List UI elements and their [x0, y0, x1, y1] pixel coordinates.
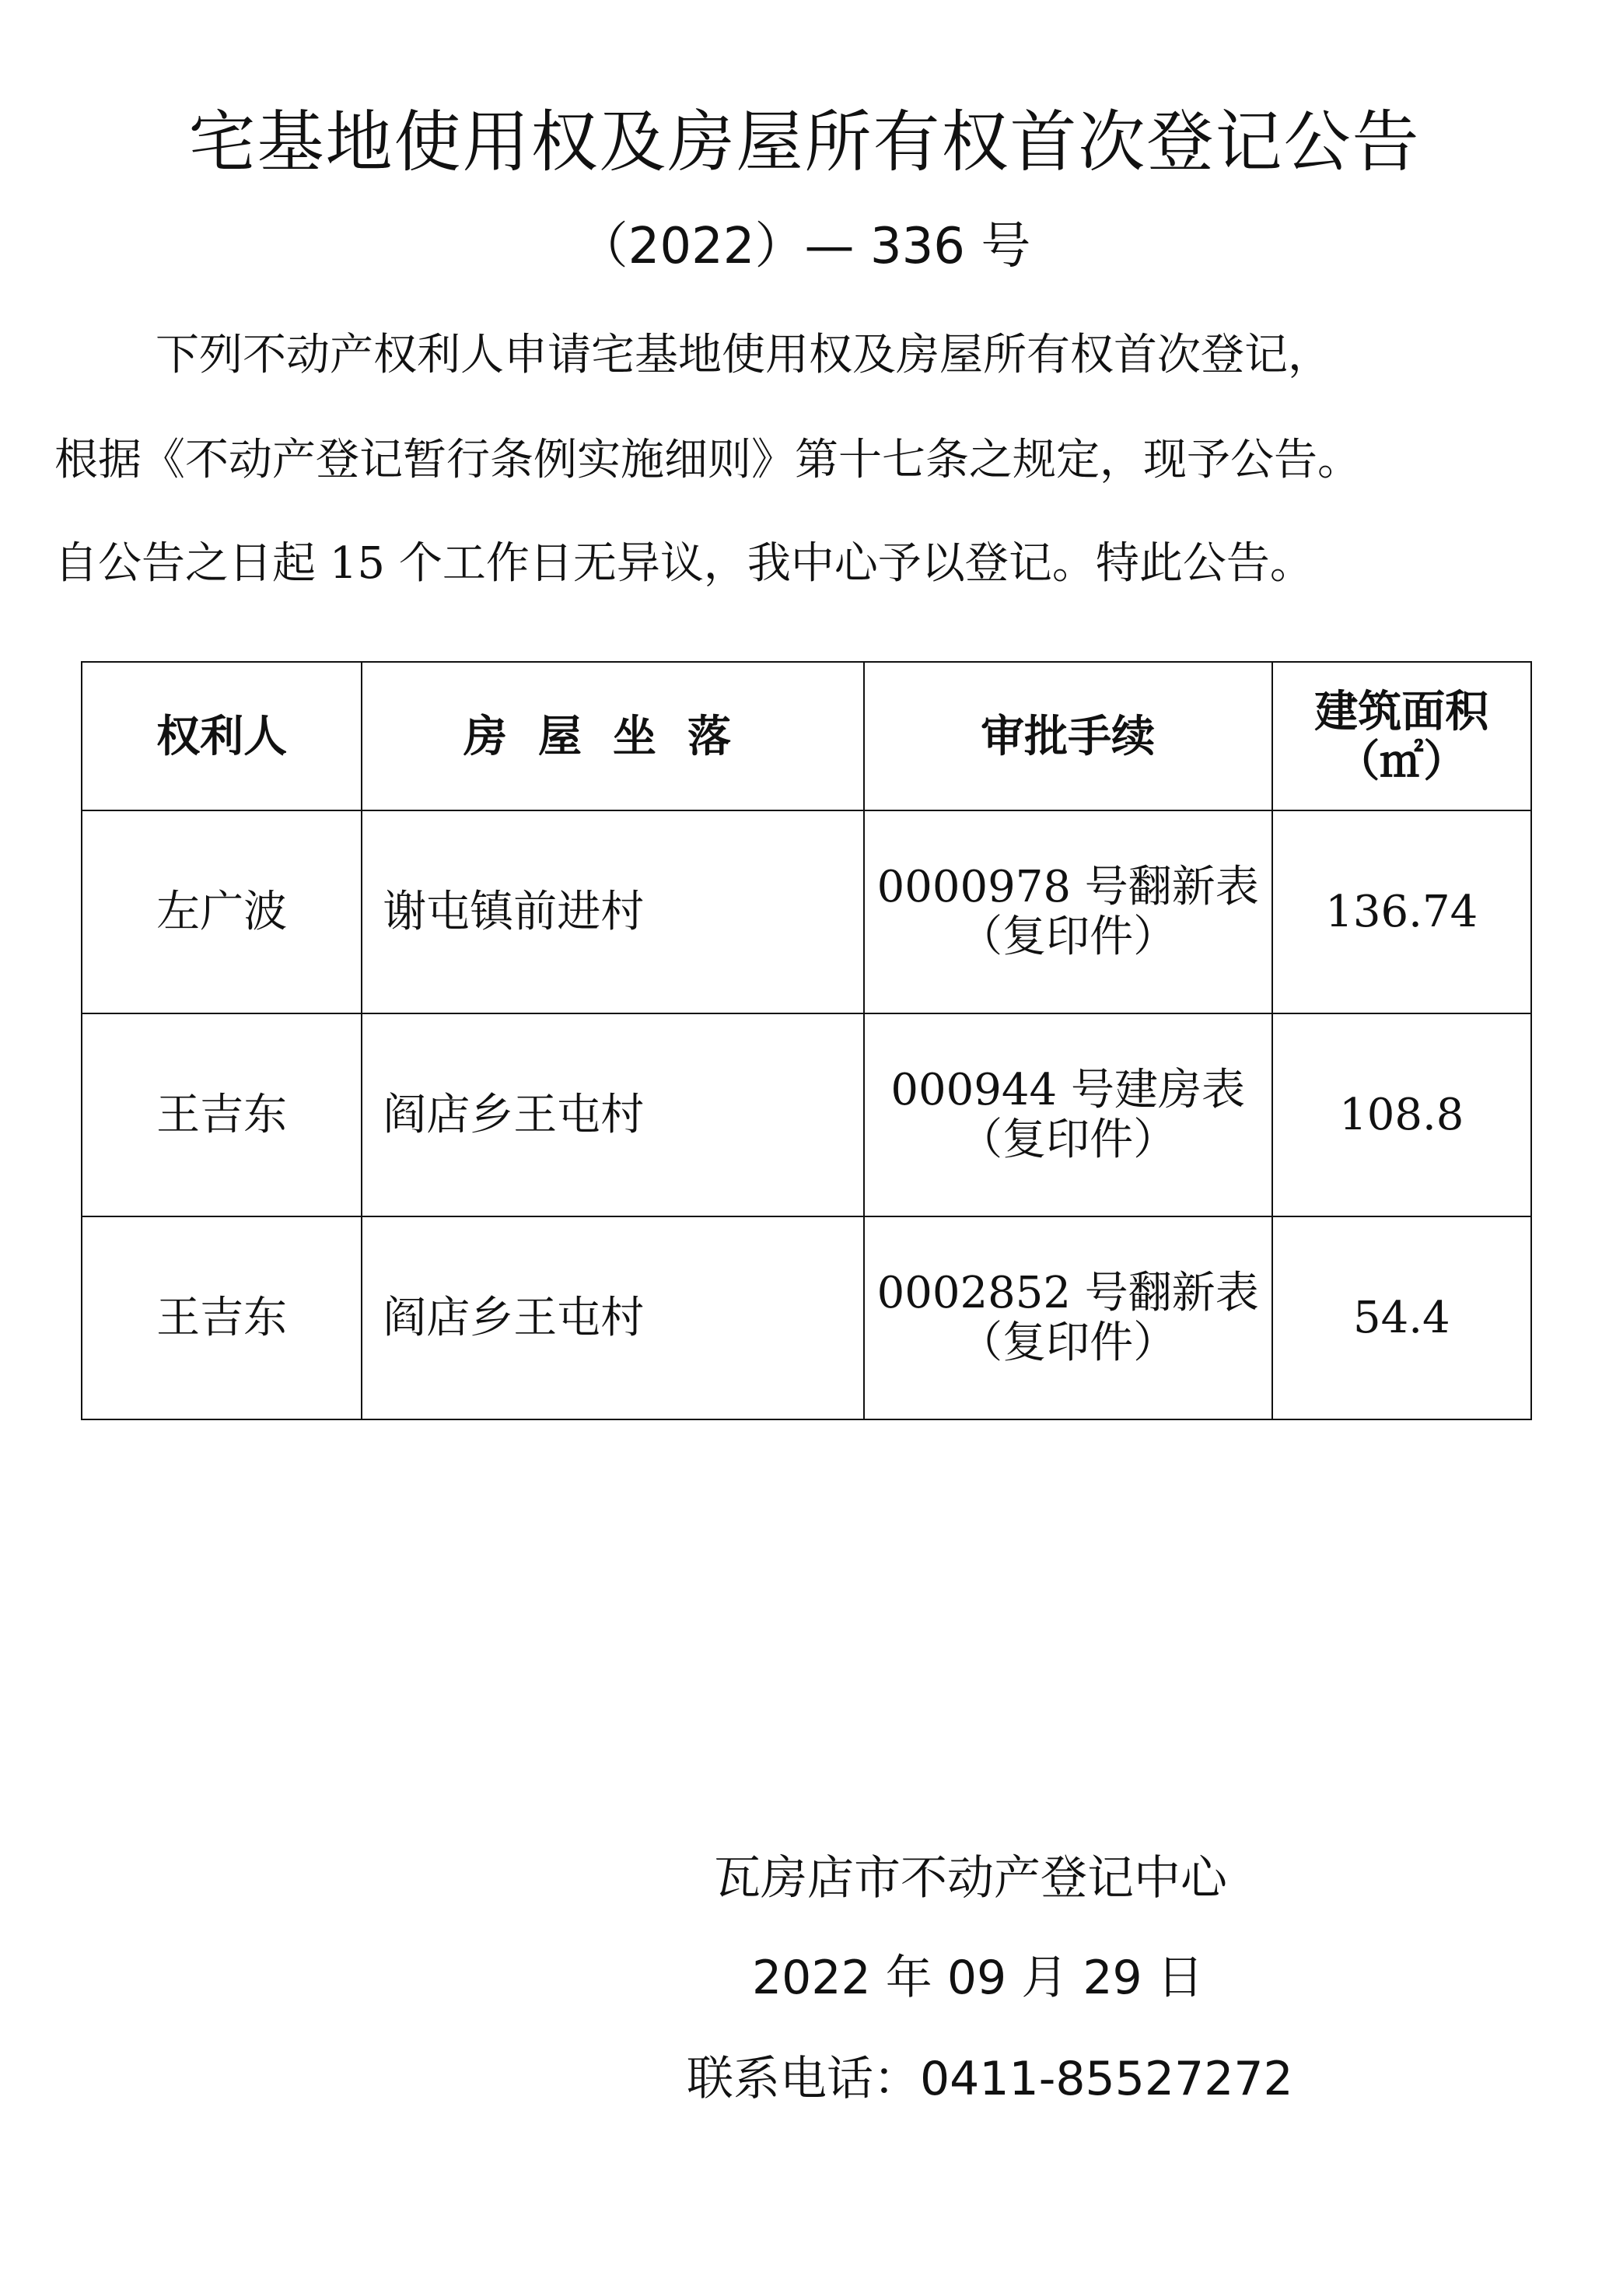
notice-number: （2022）— 336 号 [578, 218, 1031, 275]
cell-approval [864, 1216, 1272, 1419]
cell-owner: 王吉东 [82, 1216, 362, 1419]
cell-area: 108.8 [1272, 1013, 1531, 1216]
notice-body-line-3: 自公告之日起 15 个工作日无异议，我中心予以登记。特此公告。 [54, 538, 1313, 589]
notice-title: 宅基地使用权及房屋所有权首次登记公告 [188, 103, 1421, 181]
table-row [82, 810, 1531, 1013]
contact-phone: 联系电话：0411-85527272 [687, 2052, 1293, 2106]
approval-number: 0000978 号翻新表 [876, 861, 1259, 912]
header-owner: 权利人 [82, 662, 362, 810]
cell-approval [864, 810, 1272, 1013]
cell-location: 阎店乡王屯村 [362, 1013, 864, 1216]
notice-body-line-2: 根据《不动产登记暂行条例实施细则》第十七条之规定，现予公告。 [54, 435, 1361, 485]
table-row [82, 1013, 1531, 1216]
header-area-label: 建筑面积 [1314, 685, 1489, 737]
cell-location: 谢屯镇前进村 [362, 810, 864, 1013]
header-approval: 审批手续 [864, 662, 1272, 810]
notice-body-line-1: 下列不动产权利人申请宅基地使用权及房屋所有权首次登记， [156, 330, 1331, 380]
cell-approval [864, 1013, 1272, 1216]
cell-area: 54.4 [1272, 1216, 1531, 1419]
header-area-unit: （㎡） [1336, 735, 1467, 787]
header-area [1272, 662, 1531, 810]
cell-location: 阎店乡王屯村 [362, 1216, 864, 1419]
approval-note: （复印件） [959, 1114, 1177, 1165]
approval-number: 000944 号建房表 [890, 1064, 1245, 1115]
header-location: 房屋坐落 [362, 662, 864, 810]
cell-owner: 左广波 [82, 810, 362, 1013]
approval-note: （复印件） [959, 911, 1177, 962]
approval-note: （复印件） [959, 1317, 1177, 1368]
registration-table [81, 661, 1532, 1420]
issuing-organization: 瓦房店市不动产登记中心 [714, 1851, 1227, 1906]
table-row [82, 1216, 1531, 1419]
approval-number: 0002852 号翻新表 [876, 1267, 1259, 1318]
cell-owner: 王吉东 [82, 1013, 362, 1216]
cell-area: 136.74 [1272, 810, 1531, 1013]
issue-date: 2022 年 09 月 29 日 [752, 1951, 1204, 2005]
table-header-row [82, 662, 1531, 810]
